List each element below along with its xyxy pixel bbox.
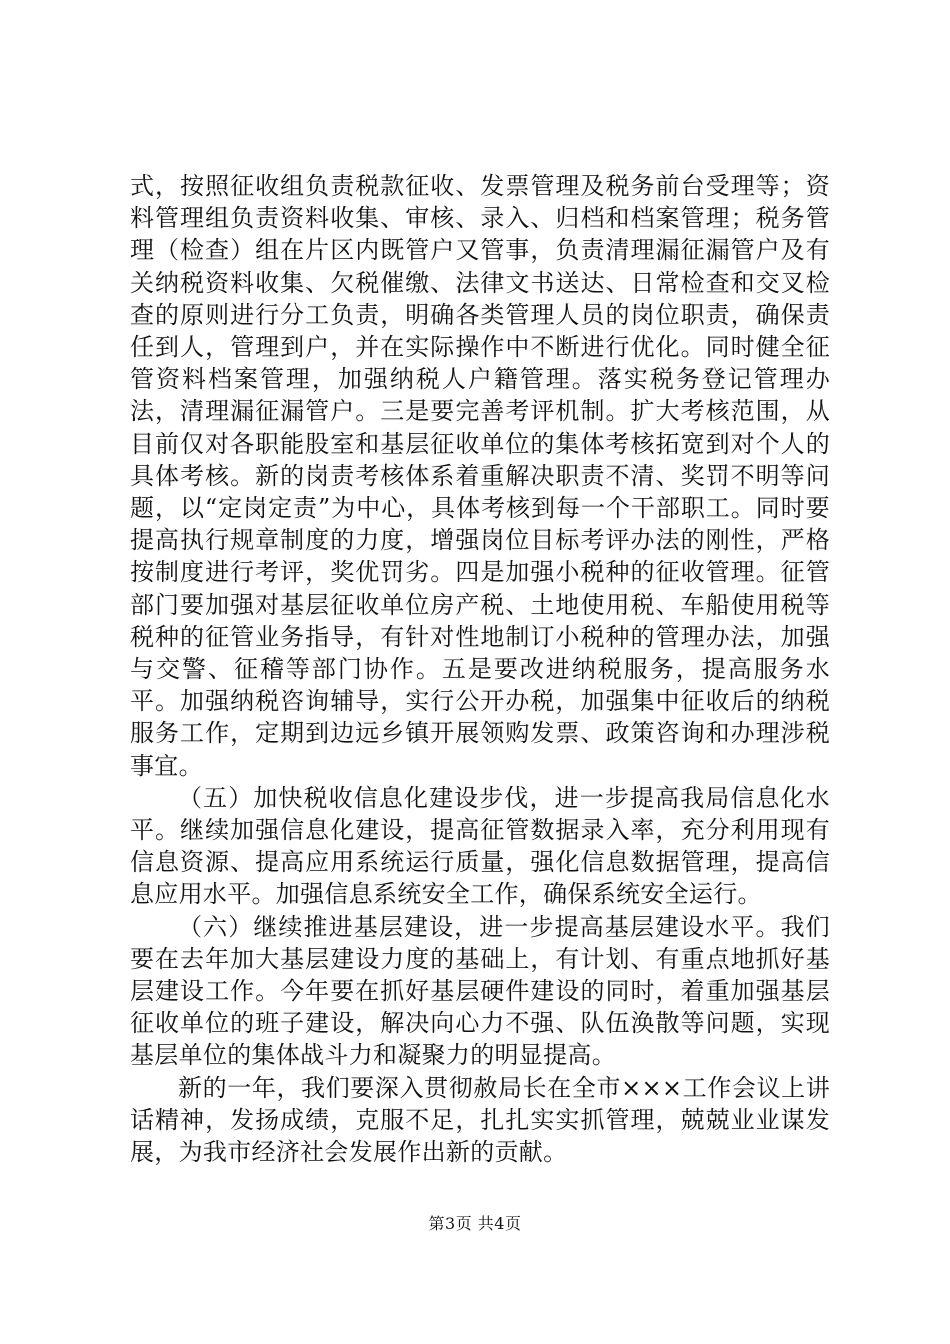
paragraph-continued: 式，按照征收组负责税款征收、发票管理及税务前台受理等；资料管理组负责资料收集、审核、录入、归档和档案管理；税务管理（检查）组在片区内既管户又管事，负责清理漏征漏管户及有关纳税资料收集、欠税催缴、法律文书送达、日常检查和交叉检查的原则进行分工负责，明确各类管理人员的岗位职责，确保责任到人，管理到户，并在实际操作中不断进行优化。同时健全征管资料档案管理，加强纳税人户籍管理。落实税务登记管理办法，清理漏征漏管户。三是要完善考评机制。扩大考核范围，从目前仅对各职能股室和基层征收单位的集体考核拓宽到对个人的具体考核。新的岗责考核体系着重解决职责不清、奖罚不明等问题，以“定岗定责”为中心，具体考核到每一个干部职工。同时要提高执行规章制度的力度，增强岗位目标考评办法的刚性，严格按制度进行考评，奖优罚劣。四是加强小税种的征收管理。征管部门要加强对基层征收单位房产税、土地使用税、车船使用税等税种的征管业务指导，有针对性地制订小税种的管理办法，加强与交警、征稽等部门协作。五是要改进纳税服务，提高服务水平。加强纳税咨询辅导，实行公开办税，加强集中征收后的纳税服务工作，定期到边远乡镇开展领购发票、政策咨询和办理涉税事宜。 <box>130 172 830 780</box>
paragraph-section-five: （五）加快税收信息化建设步伐，进一步提高我局信息化水平。继续加强信息化建设，提高征管数据录入率，充分利用现有信息资源、提高应用系统运行质量，强化信息数据管理，提高信息应用水平。加强信息系统安全工作，确保系统安全运行。 <box>130 783 830 909</box>
page-number-footer: 第3页 共4页 <box>428 1214 522 1233</box>
paragraph-section-six: （六）继续推进基层建设，进一步提高基层建设水平。我们要在去年加大基层建设力度的基础上，有计划、有重点地抓好基层建设工作。今年要在抓好基层硬件建设的同时，着重加强基层征收单位的班子建设，解决向心力不强、队伍涣散等问题，实现基层单位的集体战斗力和凝聚力的明显提高。 <box>130 912 830 1070</box>
paragraph-closing: 新的一年，我们要深入贯彻赦局长在全市×××工作会议上讲话精神，发扬成绩，克服不足，扎扎实实抓管理，兢兢业业谋发展，为我市经济社会发展作出新的贡献。 <box>130 1073 830 1167</box>
document-body <box>130 170 830 1168</box>
